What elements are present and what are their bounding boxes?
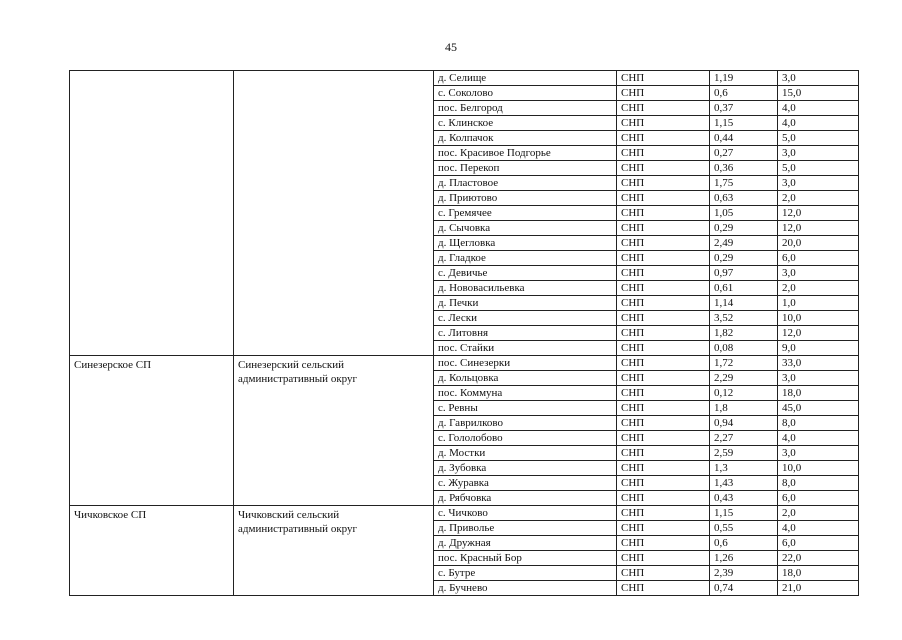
- area-value-cell: 0,97: [710, 266, 778, 281]
- area-value-cell: 1,05: [710, 206, 778, 221]
- distance-value-cell: 10,0: [778, 311, 859, 326]
- distance-value-cell: 1,0: [778, 296, 859, 311]
- distance-value-cell: 3,0: [778, 176, 859, 191]
- settlement-type-cell: СНП: [617, 266, 710, 281]
- area-value-cell: 2,59: [710, 446, 778, 461]
- area-value-cell: 0,74: [710, 581, 778, 596]
- settlement-type-cell: СНП: [617, 491, 710, 506]
- settlement-name-cell: с. Гололобово: [434, 431, 617, 446]
- distance-value-cell: 10,0: [778, 461, 859, 476]
- settlement-name-cell: пос. Коммуна: [434, 386, 617, 401]
- settlement-name-cell: с. Лески: [434, 311, 617, 326]
- area-value-cell: 0,37: [710, 101, 778, 116]
- settlement-type-cell: СНП: [617, 161, 710, 176]
- area-value-cell: 2,39: [710, 566, 778, 581]
- settlement-type-cell: СНП: [617, 386, 710, 401]
- distance-value-cell: 3,0: [778, 446, 859, 461]
- settlements-table-body: [70, 71, 859, 596]
- settlement-name-cell: с. Гремячее: [434, 206, 617, 221]
- table-row: [70, 356, 859, 371]
- settlement-name-cell: д. Рябчовка: [434, 491, 617, 506]
- settlement-type-cell: СНП: [617, 341, 710, 356]
- settlement-name-cell: с. Соколово: [434, 86, 617, 101]
- distance-value-cell: 4,0: [778, 431, 859, 446]
- settlement-name-cell: д. Дружная: [434, 536, 617, 551]
- area-value-cell: 1,15: [710, 506, 778, 521]
- distance-value-cell: 4,0: [778, 116, 859, 131]
- distance-value-cell: 6,0: [778, 251, 859, 266]
- area-value-cell: 3,52: [710, 311, 778, 326]
- distance-value-cell: 21,0: [778, 581, 859, 596]
- settlement-type-cell: СНП: [617, 221, 710, 236]
- settlement-name-cell: с. Литовня: [434, 326, 617, 341]
- area-value-cell: 1,75: [710, 176, 778, 191]
- distance-value-cell: 6,0: [778, 536, 859, 551]
- settlement-type-cell: СНП: [617, 251, 710, 266]
- distance-value-cell: 18,0: [778, 386, 859, 401]
- distance-value-cell: 6,0: [778, 491, 859, 506]
- distance-value-cell: 12,0: [778, 206, 859, 221]
- distance-value-cell: 22,0: [778, 551, 859, 566]
- settlement-type-cell: СНП: [617, 581, 710, 596]
- settlement-type-cell: СНП: [617, 236, 710, 251]
- distance-value-cell: 12,0: [778, 326, 859, 341]
- distance-value-cell: 3,0: [778, 146, 859, 161]
- settlement-name-cell: д. Зубовка: [434, 461, 617, 476]
- settlement-name-cell: с. Чичково: [434, 506, 617, 521]
- settlement-type-cell: СНП: [617, 446, 710, 461]
- settlement-type-cell: СНП: [617, 71, 710, 86]
- settlement-name-cell: д. Приволье: [434, 521, 617, 536]
- area-value-cell: 1,72: [710, 356, 778, 371]
- area-value-cell: 1,19: [710, 71, 778, 86]
- area-value-cell: 0,43: [710, 491, 778, 506]
- administrative-district-cell: Чичковский сельский административный округ: [234, 506, 434, 596]
- settlement-type-cell: СНП: [617, 521, 710, 536]
- area-value-cell: 0,6: [710, 536, 778, 551]
- settlement-name-cell: пос. Красный Бор: [434, 551, 617, 566]
- distance-value-cell: 8,0: [778, 476, 859, 491]
- area-value-cell: 0,55: [710, 521, 778, 536]
- distance-value-cell: 18,0: [778, 566, 859, 581]
- area-value-cell: 1,8: [710, 401, 778, 416]
- settlement-type-cell: СНП: [617, 401, 710, 416]
- settlement-type-cell: СНП: [617, 356, 710, 371]
- settlement-name-cell: с. Журавка: [434, 476, 617, 491]
- administrative-district-cell: [234, 71, 434, 356]
- distance-value-cell: 3,0: [778, 71, 859, 86]
- settlement-type-cell: СНП: [617, 476, 710, 491]
- settlement-type-cell: СНП: [617, 131, 710, 146]
- settlement-type-cell: СНП: [617, 206, 710, 221]
- settlements-table: [69, 70, 859, 596]
- distance-value-cell: 8,0: [778, 416, 859, 431]
- settlement-name-cell: д. Селище: [434, 71, 617, 86]
- settlement-council-cell: [70, 71, 234, 356]
- settlement-name-cell: с. Девичье: [434, 266, 617, 281]
- settlement-name-cell: д. Мостки: [434, 446, 617, 461]
- settlement-type-cell: СНП: [617, 311, 710, 326]
- settlement-name-cell: д. Сычовка: [434, 221, 617, 236]
- area-value-cell: 0,44: [710, 131, 778, 146]
- settlement-type-cell: СНП: [617, 116, 710, 131]
- page-number: 45: [445, 40, 457, 54]
- area-value-cell: 0,29: [710, 221, 778, 236]
- settlement-name-cell: д. Пластовое: [434, 176, 617, 191]
- distance-value-cell: 45,0: [778, 401, 859, 416]
- area-value-cell: 0,94: [710, 416, 778, 431]
- settlement-name-cell: пос. Стайки: [434, 341, 617, 356]
- settlement-type-cell: СНП: [617, 326, 710, 341]
- settlement-name-cell: пос. Синезерки: [434, 356, 617, 371]
- settlement-type-cell: СНП: [617, 296, 710, 311]
- settlement-type-cell: СНП: [617, 506, 710, 521]
- distance-value-cell: 33,0: [778, 356, 859, 371]
- settlement-name-cell: д. Кольцовка: [434, 371, 617, 386]
- distance-value-cell: 3,0: [778, 266, 859, 281]
- settlement-name-cell: д. Приютово: [434, 191, 617, 206]
- area-value-cell: 1,15: [710, 116, 778, 131]
- area-value-cell: 0,61: [710, 281, 778, 296]
- settlement-name-cell: пос. Перекоп: [434, 161, 617, 176]
- area-value-cell: 1,3: [710, 461, 778, 476]
- settlement-council-cell: Синезерское СП: [70, 356, 234, 506]
- settlement-name-cell: д. Щегловка: [434, 236, 617, 251]
- area-value-cell: 2,27: [710, 431, 778, 446]
- distance-value-cell: 4,0: [778, 521, 859, 536]
- area-value-cell: 0,63: [710, 191, 778, 206]
- settlement-name-cell: д. Печки: [434, 296, 617, 311]
- settlement-name-cell: д. Колпачок: [434, 131, 617, 146]
- distance-value-cell: 20,0: [778, 236, 859, 251]
- area-value-cell: 0,12: [710, 386, 778, 401]
- area-value-cell: 2,29: [710, 371, 778, 386]
- distance-value-cell: 15,0: [778, 86, 859, 101]
- area-value-cell: 0,6: [710, 86, 778, 101]
- settlement-type-cell: СНП: [617, 566, 710, 581]
- distance-value-cell: 4,0: [778, 101, 859, 116]
- area-value-cell: 0,29: [710, 251, 778, 266]
- distance-value-cell: 12,0: [778, 221, 859, 236]
- distance-value-cell: 9,0: [778, 341, 859, 356]
- area-value-cell: 1,82: [710, 326, 778, 341]
- settlement-type-cell: СНП: [617, 431, 710, 446]
- area-value-cell: 1,43: [710, 476, 778, 491]
- settlement-name-cell: д. Гаврилково: [434, 416, 617, 431]
- area-value-cell: 1,26: [710, 551, 778, 566]
- area-value-cell: 0,27: [710, 146, 778, 161]
- table-row: [70, 506, 859, 521]
- settlement-name-cell: с. Клинское: [434, 116, 617, 131]
- administrative-district-cell: Синезерский сельский административный округ: [234, 356, 434, 506]
- distance-value-cell: 5,0: [778, 161, 859, 176]
- settlement-name-cell: д. Нововасильевка: [434, 281, 617, 296]
- settlement-type-cell: СНП: [617, 146, 710, 161]
- settlement-type-cell: СНП: [617, 416, 710, 431]
- area-value-cell: 0,36: [710, 161, 778, 176]
- settlement-type-cell: СНП: [617, 176, 710, 191]
- distance-value-cell: 2,0: [778, 281, 859, 296]
- area-value-cell: 2,49: [710, 236, 778, 251]
- distance-value-cell: 3,0: [778, 371, 859, 386]
- distance-value-cell: 2,0: [778, 506, 859, 521]
- settlement-type-cell: СНП: [617, 191, 710, 206]
- settlement-type-cell: СНП: [617, 371, 710, 386]
- settlement-name-cell: с. Бутре: [434, 566, 617, 581]
- settlement-type-cell: СНП: [617, 281, 710, 296]
- distance-value-cell: 2,0: [778, 191, 859, 206]
- area-value-cell: 1,14: [710, 296, 778, 311]
- settlement-type-cell: СНП: [617, 86, 710, 101]
- settlement-name-cell: с. Ревны: [434, 401, 617, 416]
- settlement-type-cell: СНП: [617, 101, 710, 116]
- area-value-cell: 0,08: [710, 341, 778, 356]
- settlement-name-cell: д. Гладкое: [434, 251, 617, 266]
- distance-value-cell: 5,0: [778, 131, 859, 146]
- settlement-council-cell: Чичковское СП: [70, 506, 234, 596]
- table-row: [70, 71, 859, 86]
- settlement-type-cell: СНП: [617, 551, 710, 566]
- settlement-name-cell: д. Бучнево: [434, 581, 617, 596]
- settlement-name-cell: пос. Белгород: [434, 101, 617, 116]
- settlement-type-cell: СНП: [617, 536, 710, 551]
- settlement-type-cell: СНП: [617, 461, 710, 476]
- settlement-name-cell: пос. Красивое Подгорье: [434, 146, 617, 161]
